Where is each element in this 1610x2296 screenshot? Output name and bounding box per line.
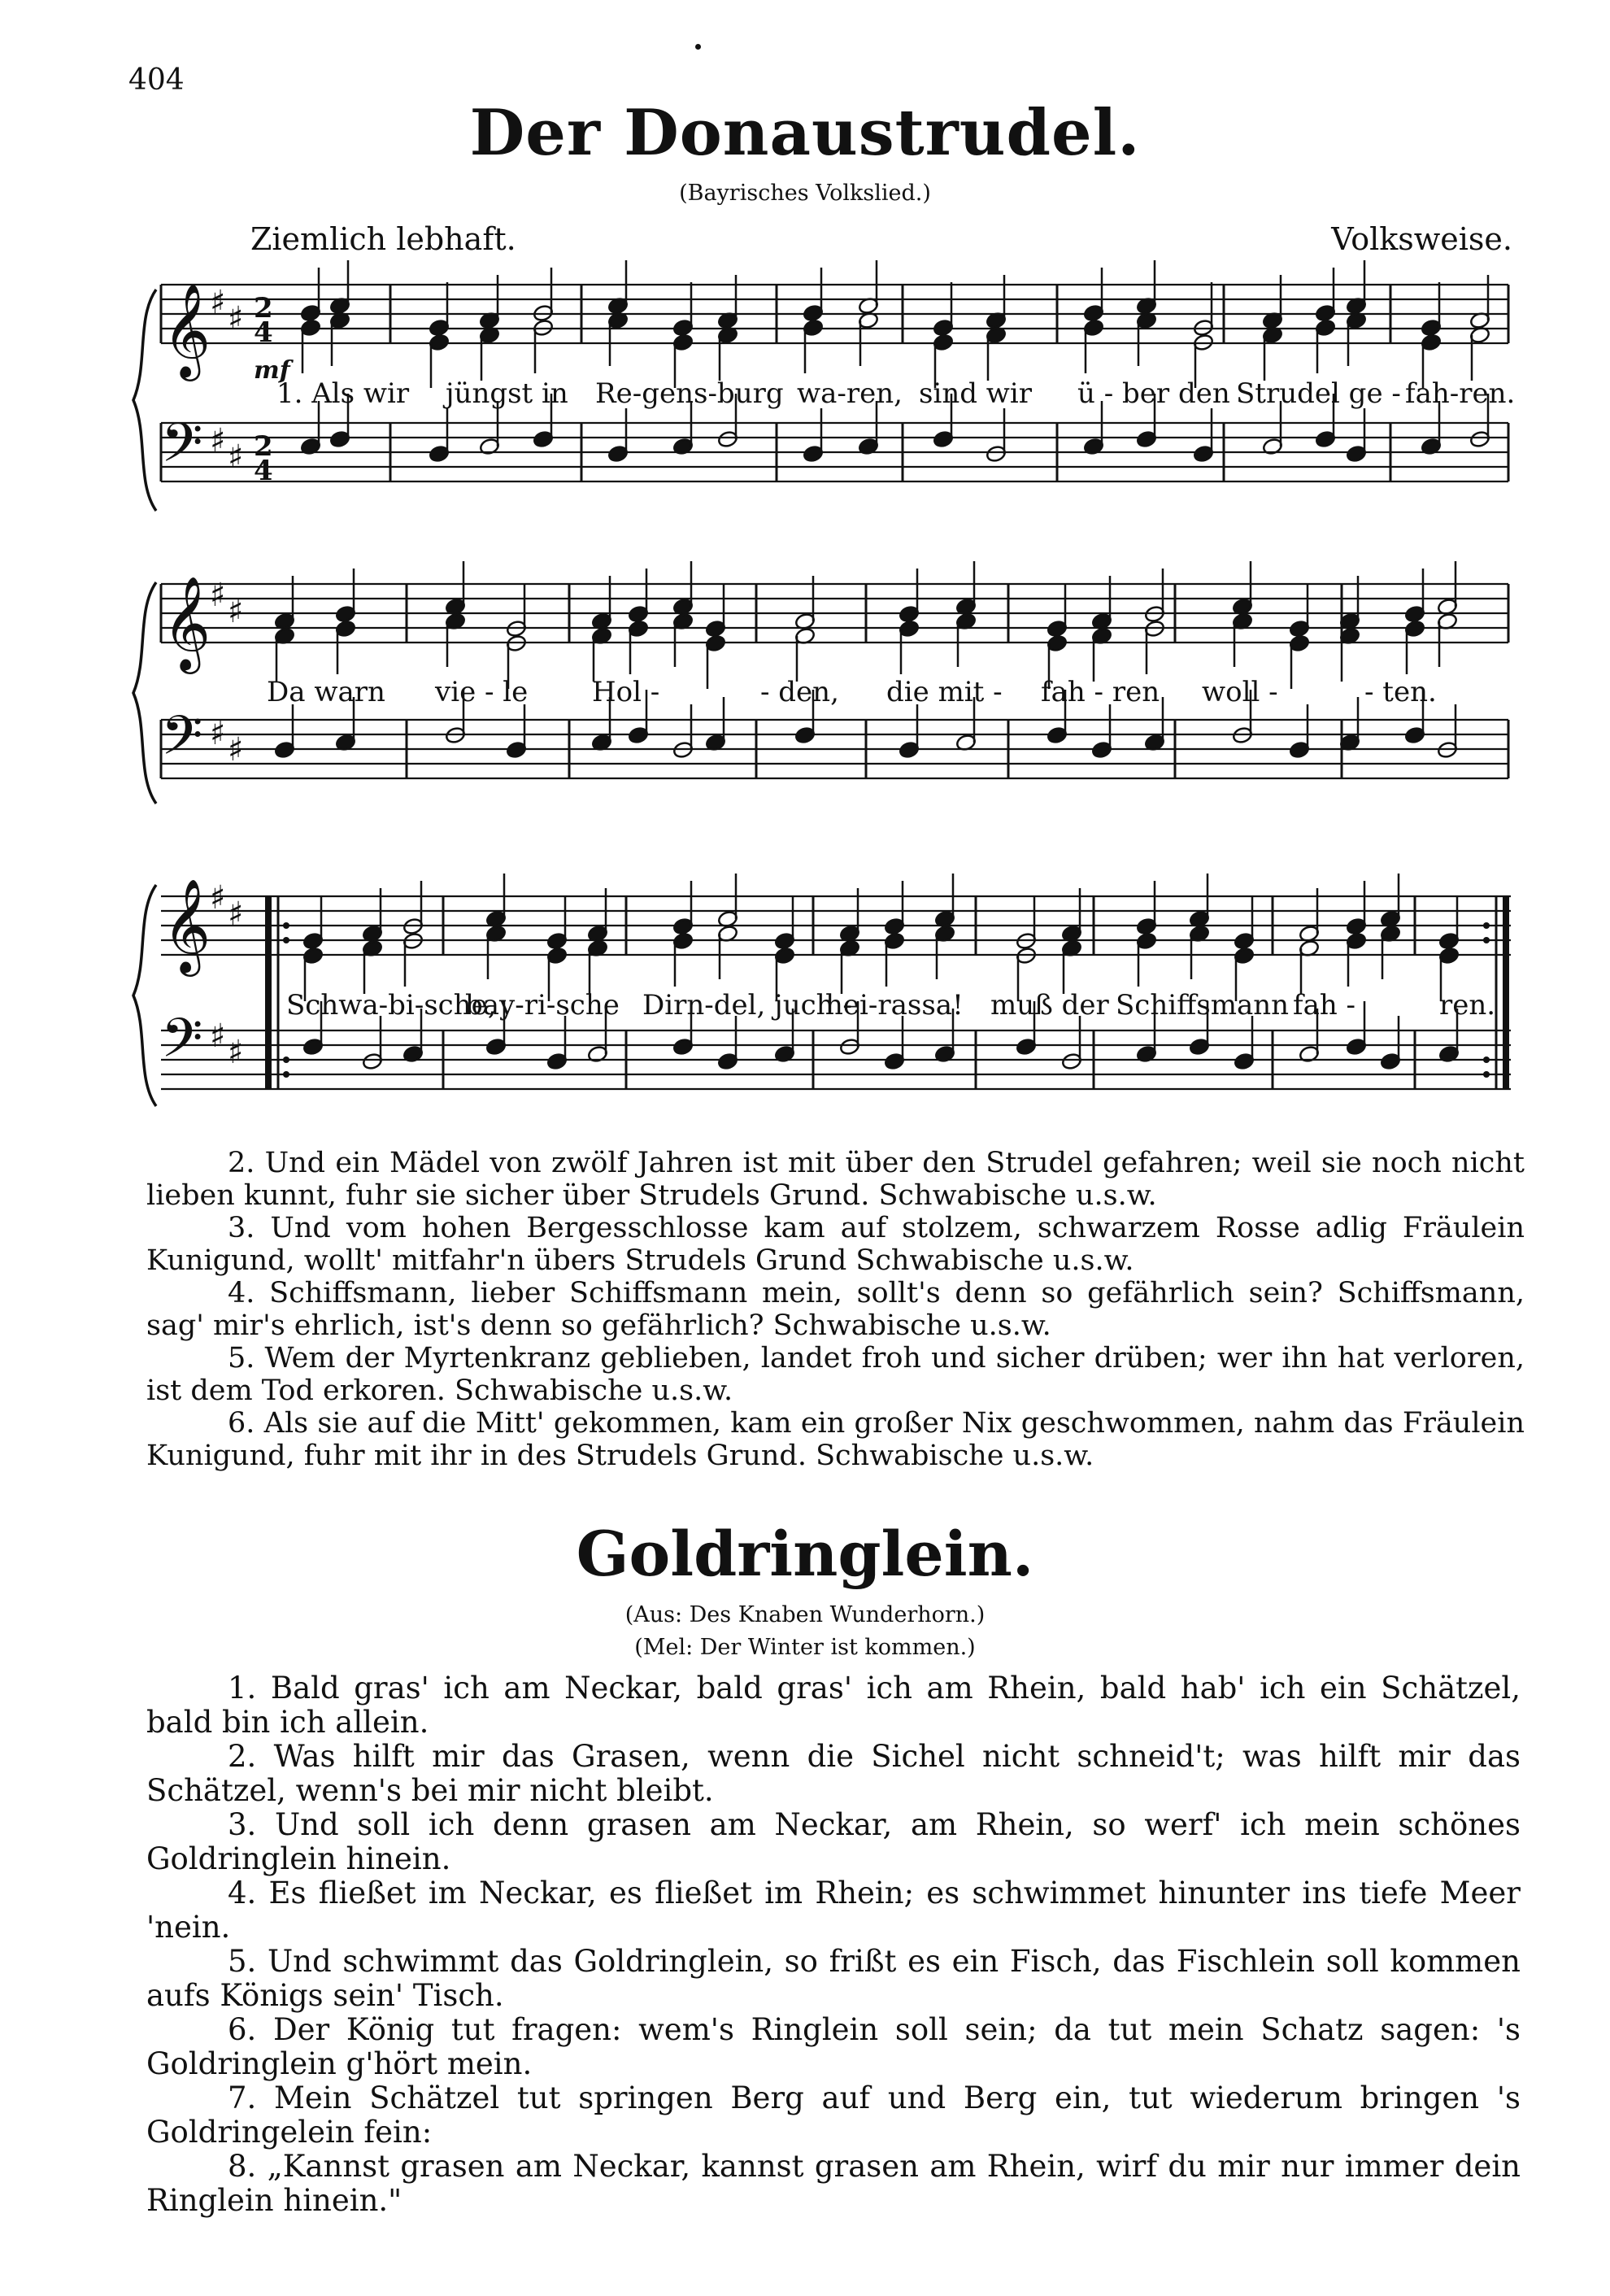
verse: 4. Es fließet im Neckar, es fließet im Rhein; es schwimmet hinunter ins tiefe Meer 'nein. — [146, 1876, 1521, 1945]
key-signature-treble-sharp-icon: ♯ — [210, 284, 226, 321]
composer-credit: Volksweise. — [1331, 221, 1512, 257]
verse: 6. Der König tut fragen: wem's Ringlein soll sein; da tut mein Schatz sagen: 's Goldringlein g'hört mein. — [146, 2012, 1521, 2081]
bass-clef-icon: 𝄢 — [161, 704, 203, 780]
dynamic-marking: mf — [254, 356, 290, 385]
bass-clef-icon: 𝄢 — [161, 1007, 203, 1083]
repeat-dot — [1483, 937, 1490, 943]
treble-clef-icon: 𝄞 — [163, 878, 211, 973]
time-signature-bottom: 4 — [254, 316, 273, 349]
song2-verses — [146, 1671, 1521, 2218]
lyric-syllable: bay-ri-sche — [465, 989, 620, 1022]
lyric-syllable: fah - ren — [1041, 676, 1160, 708]
verse: 8. „Kannst grasen am Neckar, kannst grasen am Rhein, wirf du mir nur immer dein Ringlein hinein." — [146, 2149, 1521, 2218]
repeat-dot — [283, 922, 289, 929]
music-system-3 — [0, 864, 1610, 1140]
verse: 4. Schiffsmann, lieber Schiffsmann mein, sollt's denn so gefährlich sein? Schiffsmann, sag' mir's ehrlich, ist's denn so gefährlich? Schwabische u.s.w. — [146, 1277, 1525, 1342]
music-system-1 — [0, 268, 1610, 537]
lyric-syllable: 1. Als wir — [276, 377, 410, 410]
lyric-syllable: wa-ren, — [797, 377, 903, 410]
treble-clef-icon: 𝄞 — [163, 575, 211, 670]
treble-clef-icon: 𝄞 — [163, 282, 211, 377]
song1-subtitle: (Bayrisches Volkslied.) — [679, 181, 931, 206]
key-signature-bass-sharp-icon: ♯ — [228, 1034, 244, 1071]
song2-source: (Aus: Des Knaben Wunderhorn.) — [624, 1602, 986, 1627]
key-signature-bass-sharp-icon: ♯ — [228, 731, 244, 769]
grand-staff-brace — [133, 885, 156, 1106]
song1-title: Der Donaustrudel. — [469, 96, 1141, 170]
time-signature-top: 2 — [254, 292, 273, 325]
lyric-syllable: fah-ren. — [1405, 377, 1516, 410]
lyric-syllable: Re-gens-burg — [595, 377, 784, 410]
verse: 3. Und vom hohen Bergesschlosse kam auf stolzem, schwarzem Rosse adlig Fräulein Kunigund, wollt' mitfahr'n übers Strudels Grund Schwabische u.s.w. — [146, 1212, 1525, 1277]
bass-clef-icon: 𝄢 — [161, 412, 203, 487]
lyric-syllable: jüngst in — [446, 377, 568, 410]
verse: 1. Bald gras' ich am Neckar, bald gras' ich am Rhein, bald hab' ich ein Schätzel, bald bin ich allein. — [146, 1671, 1521, 1740]
repeat-dot — [1483, 922, 1490, 929]
lyric-syllable: Hol - — [592, 676, 660, 708]
song1-verses — [146, 1147, 1525, 1472]
key-signature-bass-sharp-icon: ♯ — [228, 438, 244, 476]
key-signature-bass-sharp-icon: ♯ — [210, 422, 226, 460]
lyric-syllable: - ten. — [1364, 676, 1437, 708]
grand-staff-brace — [133, 582, 156, 804]
lyric-syllable: sind wir — [919, 377, 1033, 410]
verse: 5. Und schwimmt das Goldringlein, so frißt es ein Fisch, das Fischlein soll kommen aufs Königs sein' Tisch. — [146, 1944, 1521, 2013]
tempo-marking: Ziemlich lebhaft. — [250, 221, 516, 257]
verse: 3. Und soll ich denn grasen am Neckar, am Rhein, so werf' ich mein schönes Goldringlein hinein. — [146, 1807, 1521, 1876]
key-signature-bass-sharp-icon: ♯ — [210, 1017, 226, 1055]
verse: 2. Und ein Mädel von zwölf Jahren ist mit über den Strudel gefahren; weil sie noch nicht lieben kunnt, fuhr sie sicher über Strudels Grund. Schwabische u.s.w. — [146, 1147, 1525, 1212]
page-number: 404 — [128, 63, 185, 97]
time-signature-top: 2 — [254, 430, 273, 463]
repeat-dot — [1483, 1057, 1490, 1063]
lyric-syllable: hei-rassa! — [825, 989, 964, 1022]
lyric-syllable: Strudel ge - — [1236, 377, 1401, 410]
repeat-dot — [283, 1057, 289, 1063]
lyric-syllable: muß der — [990, 989, 1109, 1022]
lyric-syllable: Da warn — [267, 676, 385, 708]
lyric-syllable: woll - — [1202, 676, 1278, 708]
song2-melody: (Mel: Der Winter ist kommen.) — [634, 1635, 976, 1660]
key-signature-treble-sharp-icon: ♯ — [228, 895, 244, 933]
repeat-dot — [283, 1071, 289, 1078]
bass-staff — [161, 423, 1508, 481]
key-signature-bass-sharp-icon: ♯ — [210, 715, 226, 752]
lyric-syllable: Schwa-bi-sche, — [286, 989, 497, 1022]
lyric-syllable: ü - ber den — [1077, 377, 1230, 410]
verse: 6. Als sie auf die Mitt' gekommen, kam ein großer Nix geschwommen, nahm das Fräulein Kunigund, fuhr mit ihr in des Strudels Grund. Schwabische u.s.w. — [146, 1407, 1525, 1472]
lyric-syllable: Schiffsmann — [1116, 989, 1290, 1022]
key-signature-treble-sharp-icon: ♯ — [210, 577, 226, 614]
grand-staff-brace — [133, 290, 156, 511]
lyric-syllable: Dirn-del, juch - — [642, 989, 852, 1022]
key-signature-treble-sharp-icon: ♯ — [228, 300, 244, 338]
key-signature-treble-sharp-icon: ♯ — [210, 879, 226, 917]
treble-staff — [161, 896, 1511, 955]
treble-staff — [161, 584, 1508, 643]
time-signature-bottom: 4 — [254, 455, 273, 487]
key-signature-treble-sharp-icon: ♯ — [228, 593, 244, 630]
music-system-2 — [0, 561, 1610, 838]
ink-dot — [695, 44, 701, 50]
lyric-syllable: fah - — [1293, 989, 1356, 1022]
verse: 5. Wem der Myrtenkranz geblieben, landet froh und sicher drüben; wer ihn hat verloren, ist dem Tod erkoren. Schwabische u.s.w. — [146, 1342, 1525, 1407]
song2-title: Goldringlein. — [576, 1518, 1034, 1590]
repeat-dot — [1483, 1071, 1490, 1078]
treble-staff — [161, 285, 1508, 343]
lyric-syllable: vie - le — [435, 676, 529, 708]
repeat-dot — [283, 937, 289, 943]
verse: 2. Was hilft mir das Grasen, wenn die Sichel nicht schneid't; was hilft mir das Schätzel, wenn's bei mir nicht bleibt. — [146, 1739, 1521, 1808]
verse: 7. Mein Schätzel tut springen Berg auf und Berg ein, tut wiederum bringen 's Goldringelein fein: — [146, 2080, 1521, 2150]
lyric-syllable: - den, — [760, 676, 839, 708]
lyric-syllable: ren. — [1439, 989, 1496, 1022]
lyric-syllable: die mit - — [886, 676, 1003, 708]
